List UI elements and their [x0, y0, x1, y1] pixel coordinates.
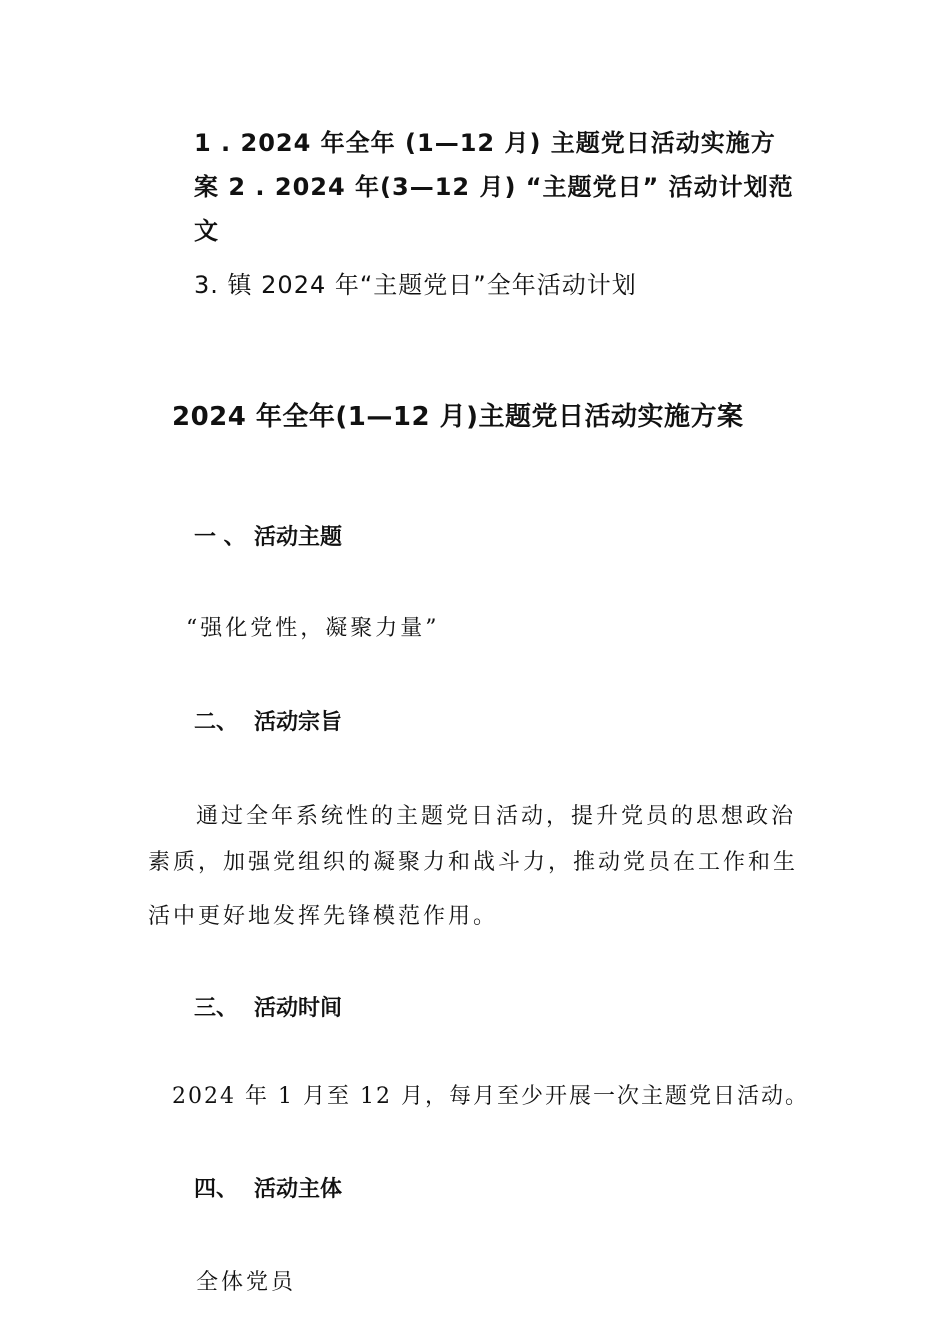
section-number: 三、: [194, 996, 239, 1021]
toc-line-2: 案 2 . 2024 年(3—12 月) “主题党日” 活动计划范: [194, 173, 794, 201]
purpose-line-1: 通过全年系统性的主题党日活动，提升党员的思想政治: [196, 804, 797, 829]
section-heading-1: [194, 520, 342, 551]
theme-text: “强化党性，凝聚力量”: [186, 616, 440, 641]
time-text: 2024 年 1 月至 12 月，每月至少开展一次主题党日活动。: [172, 1084, 809, 1109]
section-number: 一 、: [194, 525, 246, 550]
section-title: 活动主体: [254, 1177, 343, 1202]
toc-line-3: 文: [194, 217, 219, 245]
section-heading-2: [194, 705, 342, 736]
section-title: 活动宗旨: [254, 710, 343, 735]
section-heading-4: [194, 1172, 342, 1203]
section-heading-3: [194, 991, 342, 1022]
document-title: 2024 年全年(1—12 月)主题党日活动实施方案: [172, 402, 744, 432]
toc-line-4: 3. 镇 2024 年“主题党日”全年活动计划: [194, 271, 637, 299]
section-number: 四、: [194, 1177, 239, 1202]
section-number: 二、: [194, 710, 239, 735]
section-title: 活动主题: [254, 525, 343, 550]
purpose-line-2: 素质，加强党组织的凝聚力和战斗力，推动党员在工作和生: [148, 850, 799, 875]
toc-line-1: 1 . 2024 年全年 (1—12 月) 主题党日活动实施方: [194, 129, 776, 157]
subject-text: 全体党员: [196, 1270, 297, 1295]
purpose-line-3: 活中更好地发挥先锋模范作用。: [148, 904, 499, 929]
section-title: 活动时间: [254, 996, 343, 1021]
